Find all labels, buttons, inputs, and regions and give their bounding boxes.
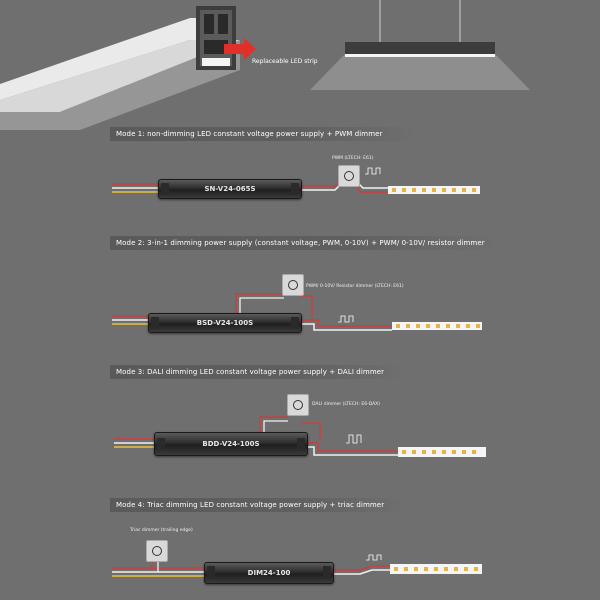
strip-label: Replaceable LED strip	[252, 58, 318, 65]
mode-3-title: Mode 3: DALI dimming LED constant voltage power supply + DALI dimmer	[110, 365, 406, 379]
mode-2-driver	[148, 313, 302, 333]
mode-2-dimmer-note: PWM/ 0-10V/ Resistor dimmer (LTECH: E61)	[306, 284, 404, 289]
control-wires	[260, 417, 288, 433]
mode-4-dimmer-note: Triac dimmer (trailing edge)	[130, 528, 193, 533]
led-strip	[392, 322, 482, 330]
pwm-wave-icon	[338, 316, 353, 322]
mode-1-driver-label: SN-V24-065S	[204, 185, 256, 193]
led-strip	[388, 186, 480, 194]
aluminum-profile-image	[0, 6, 240, 130]
input-wires	[112, 184, 160, 192]
mode-3-driver	[154, 432, 308, 456]
mode-1-title: Mode 1: non-dimming LED constant voltage power supply + PWM dimmer	[110, 127, 416, 141]
input-wires	[112, 562, 204, 576]
mode-4-driver	[204, 562, 334, 584]
pwm-wave-icon	[366, 555, 381, 560]
pendant-lamp-icon	[310, 0, 530, 90]
mode-2-title: Mode 2: 3-in-1 dimming power supply (constant voltage, PWM, 0-10V) + PWM/ 0-10V/ resistor dimmer	[110, 236, 496, 250]
mode-1-driver	[158, 179, 302, 199]
mode-3-driver-label: BDD-V24-100S	[202, 440, 260, 448]
pwm-wave-icon	[365, 168, 380, 174]
output-wires	[302, 423, 398, 455]
input-wires	[114, 439, 156, 447]
mode-2-driver-label: BSD-V24-100S	[196, 319, 254, 327]
dimmer-knob-icon	[282, 274, 304, 296]
output-wires	[332, 566, 390, 574]
input-wires	[112, 316, 150, 324]
dimmer-knob-icon	[287, 394, 309, 416]
dimmer-knob-icon	[338, 165, 360, 187]
led-strip	[390, 564, 482, 574]
header-illustration	[0, 0, 600, 130]
dimmer-knob-icon	[146, 540, 168, 562]
mode-4-driver-label: DIM24-100	[247, 569, 291, 577]
led-strip	[398, 447, 486, 457]
mode-4-title: Mode 4: Triac dimming LED constant voltage power supply + triac dimmer	[110, 498, 406, 512]
output-wires	[300, 296, 392, 330]
pwm-wave-icon	[346, 435, 361, 443]
mode-3-dimmer-note: DALI dimmer (LTECH: E6-DAX)	[312, 402, 380, 407]
mode-1-dimmer-note: PWM (LTECH: E61)	[332, 156, 374, 161]
